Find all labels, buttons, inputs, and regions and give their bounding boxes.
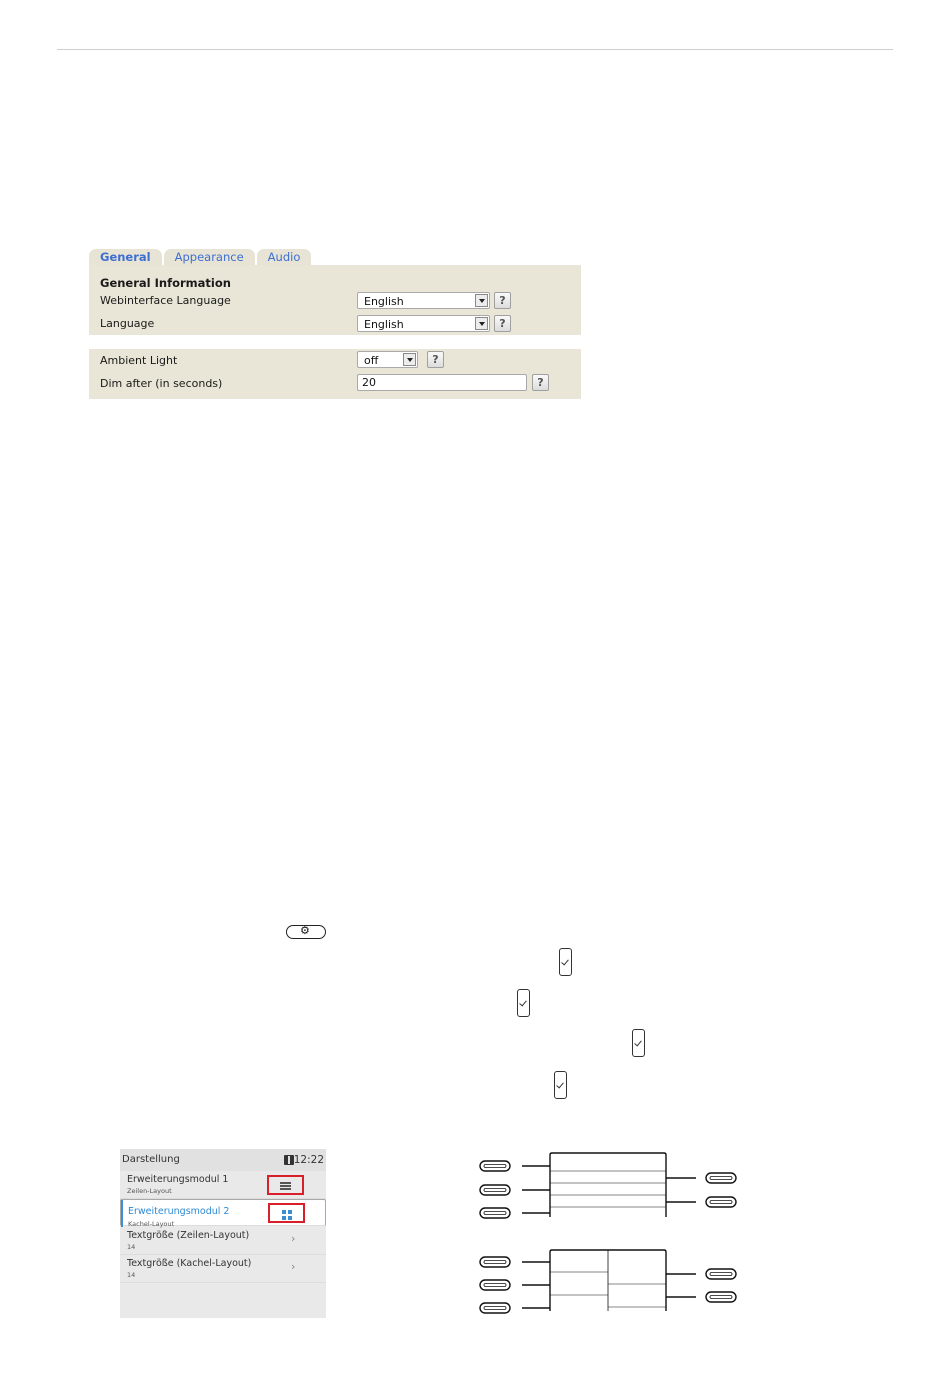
list-item[interactable] — [120, 1255, 326, 1283]
help-button[interactable]: ? — [494, 292, 511, 309]
list-item-value: Zeilen-Layout — [127, 1187, 172, 1195]
webinterface-language-value: English — [364, 295, 404, 308]
chevron-right-icon: › — [291, 1260, 296, 1273]
phone-time: 12:22 — [293, 1154, 324, 1166]
dropdown-arrow-icon[interactable] — [403, 353, 416, 366]
list-item-value: 14 — [127, 1243, 136, 1251]
key-module-layout-diagram — [470, 1145, 750, 1317]
webinterface-language-label: Webinterface Language — [100, 294, 231, 307]
webinterface-language-select[interactable] — [357, 292, 490, 309]
settings-key-icon — [286, 925, 326, 939]
line-layout-diagram — [480, 1153, 736, 1218]
help-button[interactable]: ? — [427, 351, 444, 368]
list-item[interactable] — [120, 1227, 326, 1255]
ok-key-icon — [559, 948, 572, 976]
language-select[interactable] — [357, 315, 490, 332]
list-item-selected[interactable] — [120, 1199, 326, 1226]
tab-general[interactable]: General — [89, 249, 162, 265]
list-item[interactable] — [120, 1171, 326, 1199]
dim-after-input[interactable]: 20 — [357, 374, 527, 391]
phone-title: Darstellung — [122, 1154, 180, 1165]
ambient-light-value: off — [364, 354, 379, 367]
ambient-light-select[interactable] — [357, 351, 418, 368]
help-button[interactable]: ? — [532, 374, 549, 391]
phone-title-bar — [120, 1149, 326, 1171]
ok-key-icon — [632, 1029, 645, 1057]
list-lines-icon — [280, 1182, 291, 1184]
tab-audio[interactable]: Audio — [257, 249, 312, 265]
general-info-panel — [89, 265, 581, 335]
list-item-label: Textgröße (Kachel-Layout) — [127, 1258, 252, 1269]
list-item-label: Erweiterungsmodul 1 — [127, 1174, 229, 1185]
settings-tabs — [89, 249, 313, 265]
list-item-value: 14 — [127, 1271, 136, 1279]
ok-key-icon — [554, 1071, 567, 1099]
dropdown-arrow-icon[interactable] — [475, 317, 488, 330]
ok-key-icon — [517, 989, 530, 1017]
tile-layout-diagram — [480, 1250, 736, 1313]
list-item-value: Kachel-Layout — [128, 1220, 175, 1228]
help-button[interactable]: ? — [494, 315, 511, 332]
section-title: General Information — [100, 276, 231, 290]
dim-after-label: Dim after (in seconds) — [100, 377, 223, 390]
highlight-box — [268, 1203, 305, 1223]
list-item-label: Erweiterungsmodul 2 — [128, 1206, 230, 1217]
header-rule — [57, 49, 893, 50]
list-item-label: Textgröße (Zeilen-Layout) — [127, 1230, 250, 1241]
dropdown-arrow-icon[interactable] — [475, 294, 488, 307]
phone-display — [120, 1149, 326, 1318]
tab-appearance[interactable]: Appearance — [164, 249, 255, 265]
language-label: Language — [100, 317, 155, 330]
ambient-light-label: Ambient Light — [100, 354, 178, 367]
status-icon — [284, 1155, 294, 1165]
display-settings-panel — [89, 349, 581, 399]
tile-grid-icon — [282, 1210, 292, 1220]
language-value: English — [364, 318, 404, 331]
highlight-box — [267, 1175, 304, 1195]
chevron-right-icon: › — [291, 1232, 296, 1245]
